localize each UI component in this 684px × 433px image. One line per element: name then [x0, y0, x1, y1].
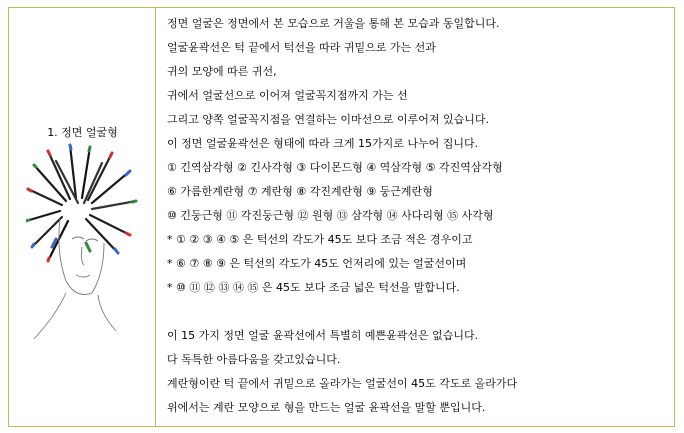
text-line: 이 15 가지 정면 얼굴 윤곽선에서 특별히 예쁜윤곽선은 없습니다.: [167, 329, 479, 342]
text-line: 그리고 양쪽 얼굴꼭지점을 연결하는 이마선으로 이루어져 있습니다.: [167, 113, 490, 126]
content-table: [8, 7, 675, 427]
text-line: 얼굴윤곽선은 턱 끝에서 턱선을 따라 귀밑으로 가는 선과: [167, 41, 436, 54]
text-line: 다 독특한 아름다움을 갖고있습니다.: [167, 353, 341, 366]
description-cell: [156, 8, 674, 426]
text-line: 위에서는 계란 모양으로 형을 만드는 얼굴 윤곽선을 말할 뿐입니다.: [167, 401, 486, 414]
text-line: 정면 얼굴은 정면에서 본 모습으로 거울을 통해 본 모습과 동일합니다.: [167, 17, 500, 30]
text-line: 계란형이란 턱 끝에서 귀밑으로 올라가는 얼굴선이 45도 각도로 올라가다: [167, 377, 518, 390]
text-line: 귀의 모양에 따른 귀선,: [167, 65, 277, 78]
row-label: 1. 정면 얼굴형: [47, 126, 118, 139]
text-line: * ① ② ③ ④ ⑤ 은 턱선의 각도가 45도 보다 조금 적은 경우이고: [167, 233, 473, 246]
face-illustration: [26, 143, 138, 343]
text-line: * ⑥ ⑦ ⑧ ⑨ 은 턱선의 각도가 45도 언저리에 있는 얼굴선이며: [167, 257, 467, 270]
text-line: ⑥ 가름한계란형 ⑦ 계란형 ⑧ 각진계란형 ⑨ 둥근계란형: [167, 185, 433, 198]
text-line: * ⑩ ⑪ ⑫ ⑬ ⑭ ⑮ 은 45도 보다 조금 넓은 턱선을 말합니다.: [167, 281, 460, 294]
label-cell: [9, 8, 156, 426]
text-line: 이 정면 얼굴윤곽선은 형태에 따라 크게 15가지로 나누어 집니다.: [167, 137, 479, 150]
text-line: ⑩ 긴둥근형 ⑪ 각진둥근형 ⑫ 원형 ⑬ 삼각형 ⑭ 사다리형 ⑮ 사각형: [167, 209, 494, 222]
text-line: 귀에서 얼굴선으로 이어져 얼굴꼭지점까지 가는 선: [167, 89, 408, 102]
text-line: ① 긴역삼각형 ② 긴사각형 ③ 다이몬드형 ④ 역삼각형 ⑤ 각진역삼각형: [167, 161, 503, 174]
